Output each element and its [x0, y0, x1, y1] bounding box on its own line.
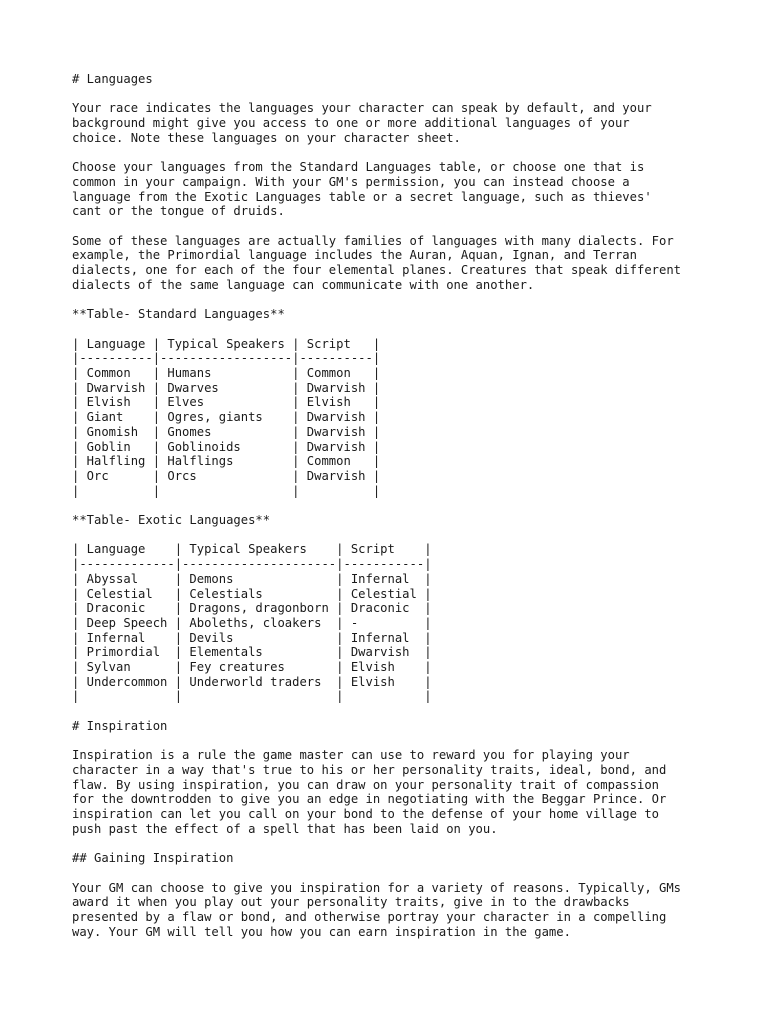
exotic-languages-title: **Table- Exotic Languages** [72, 513, 271, 527]
paragraph-gaining-inspiration: Your GM can choose to give you inspiration for a variety of reasons. Typically, GMs award it when you play out your personality traits, give in to the drawbacks presented by a flaw or bond, and otherwise portray your character in a compelling way. Your GM will tell you how you can earn inspiration in the game. [72, 880, 682, 939]
heading-languages: # Languages [72, 72, 153, 86]
paragraph-choose-languages: Choose your languages from the Standard Languages table, or choose one that is common in your campaign. With your GM's permission, you can instead choose a language from the Exotic Languages table or a secret language, such as thieves' cant or the tongue of druids. [72, 160, 652, 219]
paragraph-inspiration: Inspiration is a rule the game master can use to reward you for playing your character in a way that's true to his or her personality traits, ideal, bond, and flaw. By using inspiration, you can draw on your personality trait of compassion for the downtrodden to give you an edge in negotiating with the Beggar Prince. Or inspiration can let you call on your bond to the defense of your home village to push past the effect of a spell that has been laid on you. [72, 748, 667, 836]
paragraph-dialects: Some of these languages are actually families of languages with many dialects. For example, the Primordial language includes the Auran, Aquan, Ignan, and Terran dialects, one for each of the four elemental planes. Creatures that speak different dialects of the same language can communicate with one another. [72, 233, 682, 292]
exotic-languages-table: | Language | Typical Speakers | Script | |-------------|---------------------|-----------| | Abyssal | Demons | Infernal | | Celestial | Celestials | Celestial | | Draconic | Dragons, dragonborn | Draconic | | Deep Speech | Aboleths, cloakers | - | | Infernal | Devils | Infernal | | Primordial | Elementals | Dwarvish | | Sylvan | Fey creatures | Elvish | | Undercommon | Underworld traders | Elvish | | | | | [72, 542, 432, 704]
standard-languages-table: | Language | Typical Speakers | Script | |----------|------------------|----------| | Common | Humans | Common | | Dwarvish | Dwarves | Dwarvish | | Elvish | Elves | Elvish | | Giant | Ogres, giants | Dwarvish | | Gnomish | Gnomes | Dwarvish | | Goblin | Goblinoids | Dwarvish | | Halfling | Halflings | Common | | Orc | Orcs | Dwarvish | | | | | [72, 336, 381, 498]
document-page [72, 72, 712, 939]
paragraph-languages-intro: Your race indicates the languages your character can speak by default, and your background might give you access to one or more additional languages of your choice. Note these languages on your character sheet. [72, 101, 652, 145]
heading-inspiration: # Inspiration [72, 718, 168, 733]
standard-languages-title: **Table- Standard Languages** [72, 307, 285, 322]
heading-gaining-inspiration: ## Gaining Inspiration [72, 851, 234, 866]
